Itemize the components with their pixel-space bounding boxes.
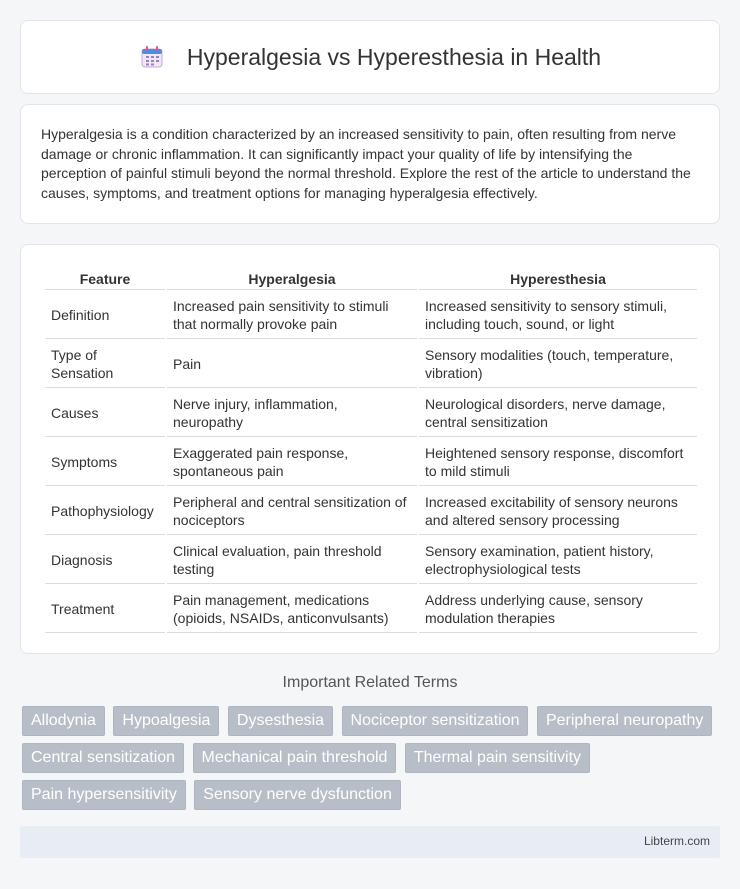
tag-thermal-pain-sensitivity[interactable]: Thermal pain sensitivity (405, 743, 590, 773)
hyperalgesia-cell: Pain (167, 341, 417, 388)
related-terms-list (22, 706, 722, 817)
tag-central-sensitization[interactable]: Central sensitization (22, 743, 184, 773)
hyperesthesia-cell: Increased sensitivity to sensory stimuli, including touch, sound, or light (419, 292, 697, 339)
feature-cell: Diagnosis (45, 537, 165, 584)
table-row (45, 488, 697, 535)
hyperesthesia-cell: Heightened sensory response, discomfort to mild stimuli (419, 439, 697, 486)
table-row (45, 341, 697, 388)
comparison-card (20, 244, 720, 654)
hyperesthesia-cell: Increased excitability of sensory neurons and altered sensory processing (419, 488, 697, 535)
feature-cell: Causes (45, 390, 165, 437)
related-terms-title: Important Related Terms (282, 674, 458, 691)
comparison-table (43, 265, 699, 635)
tag-hypoalgesia[interactable]: Hypoalgesia (113, 706, 219, 736)
hyperesthesia-cell: Neurological disorders, nerve damage, central sensitization (419, 390, 697, 437)
table-row (45, 439, 697, 486)
feature-cell: Symptoms (45, 439, 165, 486)
header-card (20, 20, 720, 94)
hyperalgesia-cell: Exaggerated pain response, spontaneous pain (167, 439, 417, 486)
feature-cell: Definition (45, 292, 165, 339)
table-row (45, 390, 697, 437)
intro-card (20, 104, 720, 224)
table-row (45, 586, 697, 633)
feature-cell: Pathophysiology (45, 488, 165, 535)
footer-site-link[interactable]: Libterm.com (643, 834, 710, 848)
hyperalgesia-cell: Pain management, medications (opioids, NSAIDs, anticonvulsants) (167, 586, 417, 633)
page-title: Hyperalgesia vs Hyperesthesia in Health (186, 43, 602, 70)
hyperalgesia-cell: Peripheral and central sensitization of nociceptors (167, 488, 417, 535)
tag-peripheral-neuropathy[interactable]: Peripheral neuropathy (537, 706, 712, 736)
tag-sensory-nerve-dysfunction[interactable]: Sensory nerve dysfunction (194, 780, 401, 810)
feature-cell: Type of Sensation (45, 341, 165, 388)
footer (20, 826, 720, 858)
tag-dysesthesia[interactable]: Dysesthesia (228, 706, 333, 736)
table-row (45, 537, 697, 584)
tag-pain-hypersensitivity[interactable]: Pain hypersensitivity (22, 780, 186, 810)
hyperalgesia-cell: Clinical evaluation, pain threshold testing (167, 537, 417, 584)
hyperalgesia-cell: Increased pain sensitivity to stimuli that normally provoke pain (167, 292, 417, 339)
calendar-icon (139, 44, 165, 70)
header-hyperalgesia: Hyperalgesia (167, 267, 417, 290)
hyperesthesia-cell: Sensory examination, patient history, electrophysiological tests (419, 537, 697, 584)
tag-mechanical-pain-threshold[interactable]: Mechanical pain threshold (193, 743, 397, 773)
hyperalgesia-cell: Nerve injury, inflammation, neuropathy (167, 390, 417, 437)
hyperesthesia-cell: Sensory modalities (touch, temperature, vibration) (419, 341, 697, 388)
hyperesthesia-cell: Address underlying cause, sensory modulation therapies (419, 586, 697, 633)
header-feature: Feature (45, 267, 165, 290)
feature-cell: Treatment (45, 586, 165, 633)
header-hyperesthesia: Hyperesthesia (419, 267, 697, 290)
tag-nociceptor-sensitization[interactable]: Nociceptor sensitization (342, 706, 529, 736)
table-row (45, 292, 697, 339)
table-header-row (45, 267, 697, 290)
tag-allodynia[interactable]: Allodynia (22, 706, 105, 736)
intro-text: Hyperalgesia is a condition characterized by an increased sensitivity to pain, often resulting from nerve damage or chronic inflammation. It can significantly impact your quality of life by intensifying the perception of painful stimuli beyond the normal threshold. Explore the rest of the article to understand the causes, symptoms, and treatment options for managing hyperalgesia effectively. (41, 126, 691, 201)
